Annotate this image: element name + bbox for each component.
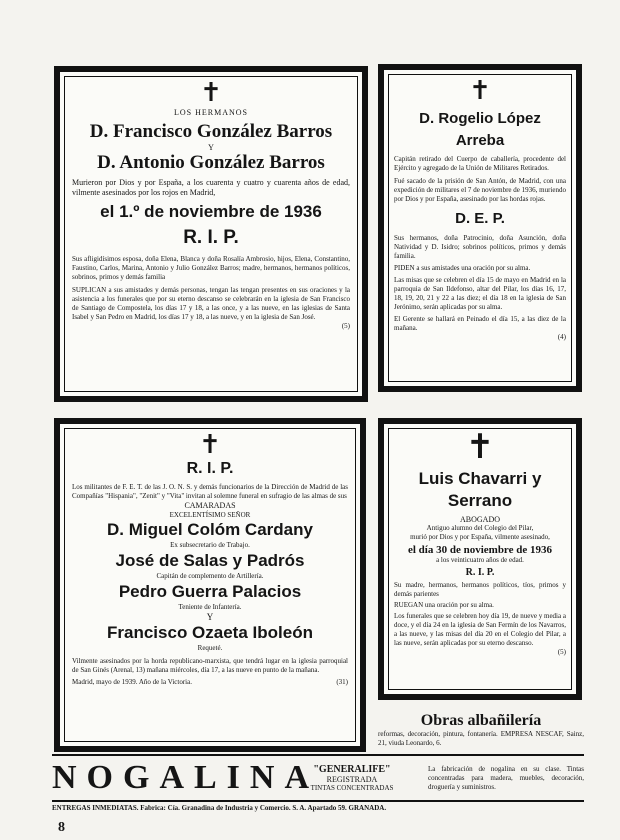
page-number: 8: [58, 820, 65, 835]
date: el 1.º de noviembre de 1936: [100, 202, 322, 221]
body4: Las misas que se celebren el día 15 de mayo en Madrid en la parroquia de San Ildefonso, altar del Pilar, los días 16, 17, 18, 19, 20, 21 y 22 a las diez; el día 18 en la iglesia de San Jerónimo, serán aplicadas por su alma.: [394, 276, 566, 311]
generalife: "GENERALIFE": [313, 764, 391, 775]
ad-number: (5): [557, 648, 566, 656]
ad-number: (4): [557, 333, 566, 341]
body1: Su madre, hermanos, hermanos políticos, tíos, primos y demás parientes: [394, 581, 566, 598]
nogalina-ad: [52, 754, 584, 813]
body1: Los militantes de F. E. T. de las J. O. N. S. y demás funcionarios de la Dirección de Madrid de las Compañías "Hispania", "Zenit" y "Vita" invitan al solemne funeral en sufragio de las almas de sus: [72, 483, 348, 500]
name1: D. Francisco González Barros: [89, 121, 333, 142]
y: Y: [206, 612, 214, 622]
body2: Sus hermanos, doña Patrocinio, doña Asunción, doña Natividad y D. Isidro; sobrinos políticos, primos y demás familia.: [394, 234, 566, 260]
name3: Pedro Guerra Palacios: [118, 582, 302, 601]
rule-bottom: [52, 800, 584, 802]
line: Murieron por Dios y por España, a los cuarenta y cuatro y cuarenta años de edad, vilmente asesinados por los rojos en Madrid,: [72, 178, 350, 197]
ad-number: (5): [341, 322, 350, 330]
name4: Francisco Ozaeta Iboleón: [107, 623, 313, 642]
exc: EXCELENTÍSIMO SEÑOR: [169, 511, 251, 519]
right-text: La fabricación de nogalina en su clase. Tintas concentradas para madera, muebles, decoración, droguería y suministros.: [428, 764, 584, 791]
title: Capitán retirado del Cuerpo de caballería, procedente del Ejército y agregado de la Unión de Militares Retirados.: [394, 155, 566, 172]
camaradas: CAMARADAS: [184, 501, 236, 510]
obras-title: Obras albañilería: [420, 712, 542, 729]
obras-text: reformas, decoración, pintura, fontanería. EMPRESA NESCAF, Sainz, 21, viuda Leonardo, 6.: [378, 730, 584, 747]
date: el día 30 de noviembre de 1936: [407, 544, 552, 556]
body5: El Gerente se hallará en Peinado el día 15, a las diez de la mañana.: [394, 315, 566, 332]
y: Y: [208, 143, 214, 152]
body3: Los funerales que se celebren hoy día 19, de nueve y media a doce, y el día 24 en la iglesia de San Fermín de los Navarros, a las nueve, y las misas del día 20 en el Colegio del Pilar, a las nueve, serán aplicadas por su eterno descanso.: [394, 612, 566, 647]
name: D. Rogelio López Arreba: [419, 110, 541, 149]
tintas: TINTAS CONCENTRADAS: [310, 784, 394, 792]
body2: SUPLICAN a sus amistades y demás personas, tengan las tengan presentes en sus oraciones y la asistencia a los funerales que por su eterno descanso se celebrarán en la iglesia de San Francisco de Santiago de Compostela, los días 17 y 18, a las once, y a las nueve, en las iglesias de Santa Isabel y San Pedro en Madrid, los días 17 y 18, a las nueve, y en la iglesia de San José.: [72, 286, 350, 321]
cross-icon: ✝: [199, 430, 221, 459]
title2: Capitán de complemento de Artillería.: [156, 572, 264, 580]
obituary-chavarri: [378, 418, 582, 700]
name2: D. Antonio González Barros: [97, 152, 325, 173]
body1: Sus afligidísimos esposa, doña Elena, Blanca y doña Rosalía Ambrosio, hijos, Elena, Constantino, Faustino, Carlos, Marina, Antonio y Julio González Barros; madre, hermanos, hermanos políticos, sobrinos, primos y demás familia: [72, 255, 350, 281]
funeral-invitation: [54, 418, 366, 752]
rip: R. I. P.: [183, 227, 239, 248]
line1: Antiguo alumno del Colegio del Pilar,: [426, 524, 534, 532]
cross-icon: ✝: [465, 429, 495, 466]
footer: Madrid, mayo de 1939. Año de la Victoria.: [72, 678, 192, 686]
header: LOS HERMANOS: [173, 108, 248, 117]
name1: D. Miguel Colóm Cardany: [107, 520, 313, 539]
rip: R. I. P.: [186, 460, 234, 477]
brand: NOGALINA: [52, 759, 320, 796]
age: a los veinticuatro años de edad.: [436, 556, 524, 564]
body2: Vilmente asesinados por la horda republicano-marxista, que tendrá lugar en la iglesia parroquial de San Ginés (Arenal, 13) mañana miércoles, día 17, a las nueve en punto de la mañana.: [72, 657, 348, 674]
body1: Fué sacado de la prisión de San Antón, de Madrid, con una expedición de militares el 7 de noviembre de 1936, muriendo por Dios y por España, asesinado por las hordas rojas.: [394, 177, 566, 203]
name2: José de Salas y Padrós: [115, 551, 305, 570]
rule-top: [52, 754, 584, 756]
cross-icon: ✝: [469, 76, 491, 105]
obras-ad: [378, 712, 584, 748]
registrada: REGISTRADA: [326, 775, 378, 784]
title4: Requeté.: [197, 644, 223, 652]
line2: murió por Dios y por España, vilmente asesinado,: [410, 533, 550, 541]
cross-icon: ✝: [200, 78, 222, 107]
bottom-text: ENTREGAS INMEDIATAS. Fabrica: Cía. Granadina de Industria y Comercio. S. A. Apartado 59. GRANADA.: [52, 804, 387, 812]
body3: PIDEN a sus amistades una oración por su alma.: [394, 264, 531, 272]
title1: Ex subsecretario de Trabajo.: [170, 541, 250, 549]
title: ABOGADO: [460, 515, 500, 524]
title3: Teniente de Infantería.: [178, 603, 242, 611]
name: Luis Chavarri y Serrano: [418, 469, 542, 510]
ad-number: (31): [336, 678, 348, 686]
rip: R. I. P.: [465, 567, 495, 578]
obituary-lopez-arreba: [378, 64, 582, 392]
body2: RUEGAN una oración por su alma.: [394, 601, 494, 609]
obituary-gonzalez-barros: [54, 66, 368, 402]
dep: D. E. P.: [455, 210, 505, 227]
